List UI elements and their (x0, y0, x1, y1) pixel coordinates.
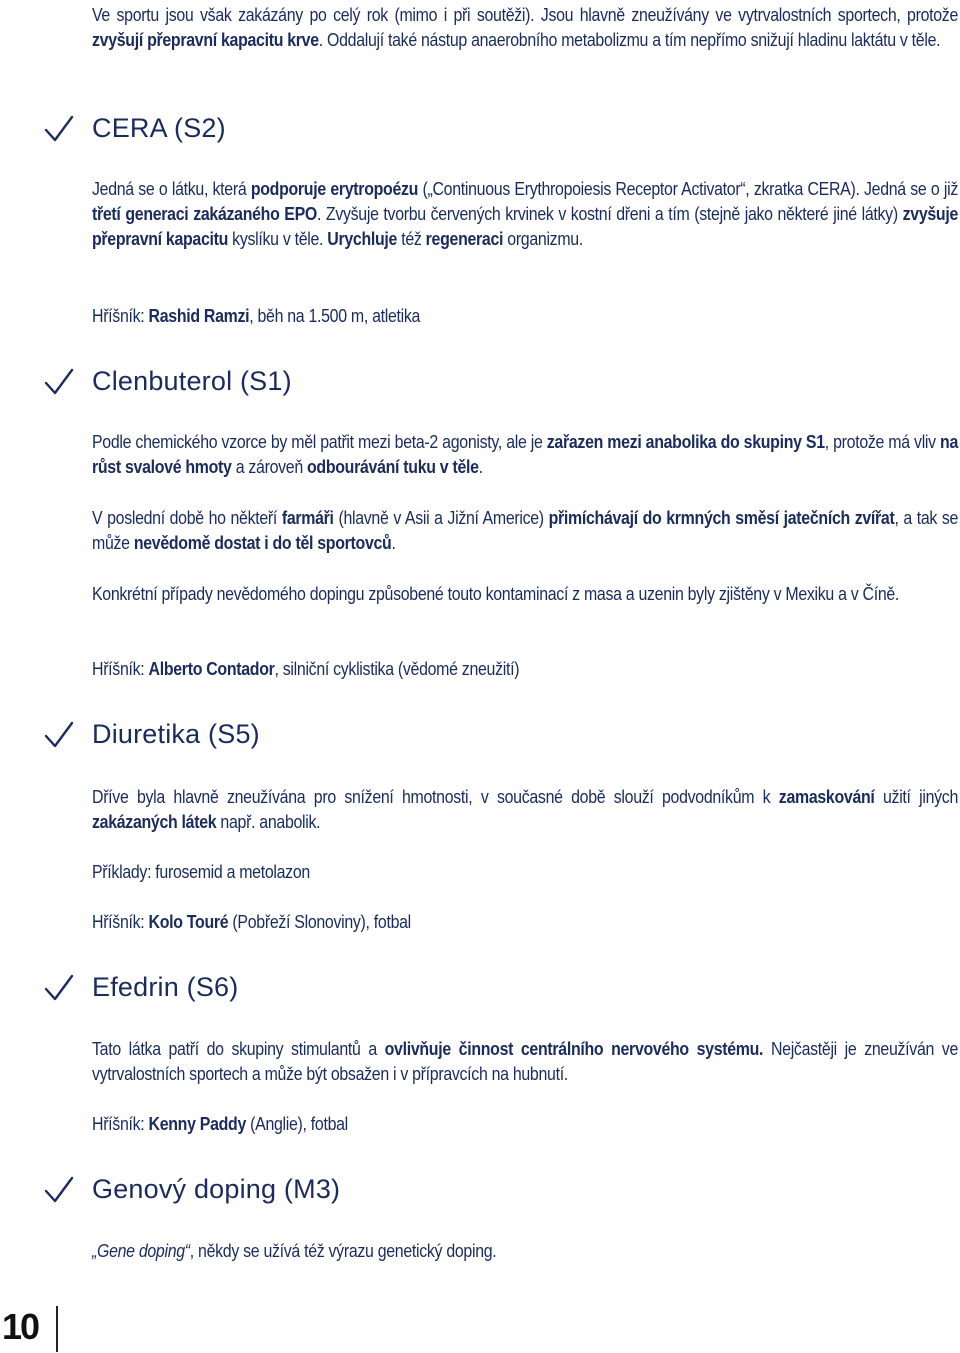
text: Jedná se o látku, která (92, 178, 251, 199)
bold-text: na růst svalové hmoty (92, 431, 959, 477)
label: Hříšník: (92, 305, 149, 326)
text: Nejčastěji je zneužíván ve vytrvalostních sportech a může být obsažen i v přípravcích na hubnutí. (92, 1038, 959, 1084)
bold-text: Urychluje (327, 228, 398, 249)
diuretika-examples: Příklady: furosemid a metolazon (92, 861, 310, 882)
bold-text: zamaskování (778, 786, 875, 807)
bold-text: zvyšuje přepravní kapacitu (92, 203, 959, 249)
efedrin-paragraph (92, 1036, 958, 1086)
section-heading-diuretika (44, 714, 260, 754)
clenbuterol-paragraph-3: Konkrétní případy nevědomého dopingu způsobené touto kontaminací z masa a uzenin byly zjištěny v Mexiku a v Číně. (92, 583, 900, 604)
text: . Zvyšuje tvorbu červených krvinek v kostní dřeni a tím (stejně jako některé jiné látky) (316, 203, 903, 224)
clenbuterol-sinner (92, 656, 958, 681)
page-number: 10 (2, 1306, 39, 1347)
diuretika-paragraph (92, 784, 958, 834)
section-heading-genovy-doping (44, 1169, 340, 1209)
text: (Pobřeží Slonoviny), fotbal (228, 911, 411, 932)
clenbuterol-paragraph-2 (92, 505, 958, 555)
text: též (397, 228, 426, 249)
bold-text: regeneraci (425, 228, 504, 249)
text: Ve sportu jsou však zakázány po celý rok (mimo i při soutěži). Jsou hlavně zneužívány ve vytrvalostních sportech, protože (92, 4, 959, 25)
text: , silniční cyklistika (vědomé zneužití) (274, 658, 520, 679)
cera-paragraph (92, 176, 958, 251)
section-heading-clenbuterol (44, 361, 292, 401)
genovy-doping-paragraph (92, 1238, 958, 1263)
bold-text: nevědomě dostat i do těl sportovců (133, 532, 392, 553)
sinner-name: Alberto Contador (148, 658, 275, 679)
sinner-name: Kolo Touré (148, 911, 229, 932)
cera-sinner (92, 303, 958, 328)
label: Hříšník: (92, 658, 149, 679)
text: . Oddalují také nástup anaerobního metabolizmu a tím nepřímo snižují hladinu laktátu v těle. (318, 29, 941, 50)
heading-text: CERA (S2) (92, 112, 226, 143)
text: a zároveň (231, 456, 308, 477)
text: užití jiných (874, 786, 959, 807)
page-number-divider (56, 1306, 58, 1352)
section-heading-cera (44, 108, 226, 148)
text: . (478, 456, 483, 477)
heading-text: Clenbuterol (S1) (92, 365, 292, 396)
heading-text: Diuretika (S5) (92, 718, 260, 749)
text: , někdy se užívá též výrazu genetický doping. (189, 1240, 497, 1261)
text: Tato látka patří do skupiny stimulantů a (92, 1038, 385, 1059)
text: , protože má vliv (824, 431, 941, 452)
text: organizmu. (503, 228, 583, 249)
text: kyslíku v těle. (228, 228, 328, 249)
intro-paragraph (92, 2, 958, 52)
text: Dříve byla hlavně zneužívána pro snížení hmotnosti, v současné době slouží podvodníkům k (92, 786, 779, 807)
bold-text: podporuje erytropoézu (250, 178, 419, 199)
checkmark-icon (44, 113, 74, 143)
checkmark-icon (44, 1174, 74, 1204)
text: . (391, 532, 396, 553)
bold-text: farmáři (281, 507, 334, 528)
text: („Continuous Erythropoiesis Receptor Activator“, zkratka CERA). Jedná se o již (418, 178, 959, 199)
text: (hlavně v Asii a Jižní Americe) (333, 507, 549, 528)
checkmark-icon (44, 972, 74, 1002)
heading-text: Genový doping (M3) (92, 1173, 341, 1204)
text: , běh na 1.500 m, atletika (249, 305, 421, 326)
bold-text: zařazen mezi anabolika do skupiny S1 (546, 431, 825, 452)
bold-text: přimíchávají do krmných směsí jatečních zvířat (548, 507, 895, 528)
section-heading-efedrin (44, 967, 238, 1007)
italic-text: „Gene doping“ (92, 1240, 190, 1261)
efedrin-sinner (92, 1111, 958, 1136)
text: Podle chemického vzorce by měl patřit mezi beta-2 agonisty, ale je (92, 431, 547, 452)
checkmark-icon (44, 719, 74, 749)
text: V poslední době ho někteří (92, 507, 282, 528)
text: např. anabolik. (216, 811, 321, 832)
bold-text: odbourávání tuku v těle (307, 456, 479, 477)
text: (Anglie), fotbal (246, 1113, 348, 1134)
sinner-name: Kenny Paddy (148, 1113, 247, 1134)
bold-text: třetí generaci zakázaného EPO (92, 203, 317, 224)
sinner-name: Rashid Ramzi (148, 305, 250, 326)
text: , a tak se může (92, 507, 959, 553)
checkmark-icon (44, 366, 74, 396)
label: Hříšník: (92, 1113, 149, 1134)
label: Hříšník: (92, 911, 149, 932)
bold-text: zvyšují přepravní kapacitu krve (92, 29, 319, 50)
bold-text: ovlivňuje činnost centrálního nervového systému. (384, 1038, 764, 1059)
heading-text: Efedrin (S6) (92, 971, 239, 1002)
clenbuterol-paragraph-1 (92, 429, 958, 479)
diuretika-sinner (92, 909, 958, 934)
bold-text: zakázaných látek (92, 811, 217, 832)
